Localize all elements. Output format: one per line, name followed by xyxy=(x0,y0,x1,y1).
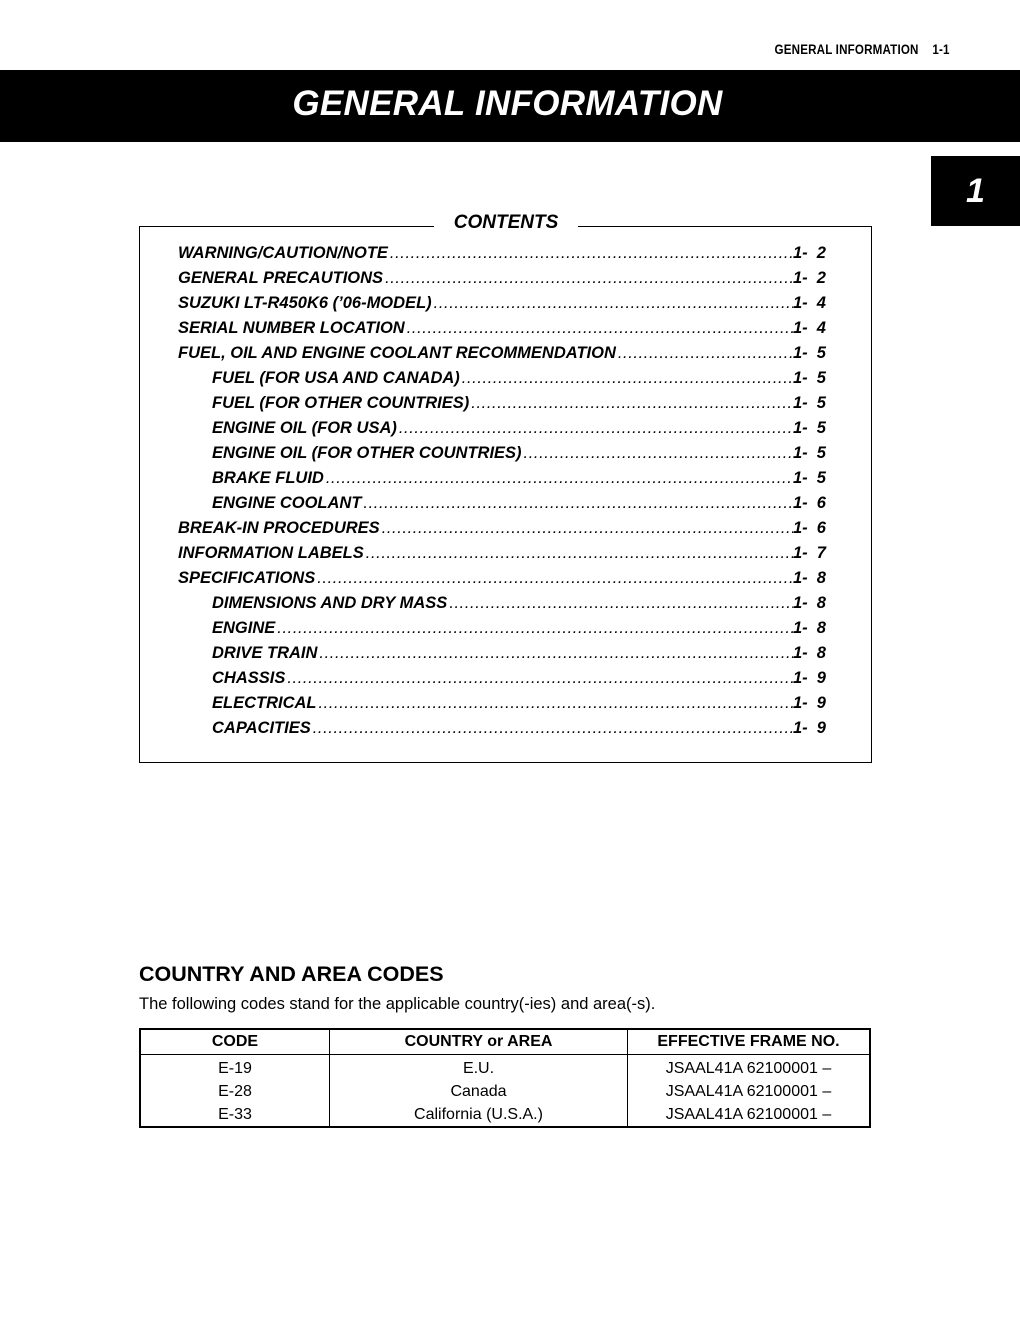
toc-entry-label: FUEL (FOR USA AND CANADA) xyxy=(212,369,460,387)
toc-dot-leader xyxy=(315,569,793,588)
toc-entry-page: 1- 8 xyxy=(792,569,826,587)
table-row xyxy=(140,1055,870,1081)
toc-entry[interactable] xyxy=(178,594,826,619)
toc-entry[interactable] xyxy=(178,419,826,444)
toc-dot-leader xyxy=(432,294,793,313)
toc-entry-page: 1- 6 xyxy=(792,519,826,537)
toc-entry[interactable] xyxy=(178,694,826,719)
cell-frame-no: JSAAL41A 62100001 – xyxy=(628,1103,871,1127)
toc-entry-page: 1- 7 xyxy=(792,544,826,562)
toc-entry-label: DRIVE TRAIN xyxy=(212,644,318,662)
toc-entry-page: 1- 5 xyxy=(792,444,826,462)
toc-entry[interactable] xyxy=(178,644,826,669)
chapter-tab: 1 xyxy=(931,156,1020,226)
toc-dot-leader xyxy=(460,369,793,388)
country-codes-table xyxy=(139,1028,871,1128)
toc-dot-leader xyxy=(469,394,793,413)
toc-entry[interactable] xyxy=(178,244,826,269)
toc-entry[interactable] xyxy=(178,394,826,419)
toc-entry-label: FUEL (FOR OTHER COUNTRIES) xyxy=(212,394,470,412)
title-band xyxy=(0,70,1020,142)
running-header-page-number: 1-1 xyxy=(932,42,950,57)
toc-dot-leader xyxy=(522,444,793,463)
toc-entry-label: SERIAL NUMBER LOCATION xyxy=(178,319,405,337)
toc-entry-label: FUEL, OIL AND ENGINE COOLANT RECOMMENDATION xyxy=(178,344,616,362)
page-title: GENERAL INFORMATION xyxy=(292,84,723,123)
toc-entry-page: 1- 4 xyxy=(792,294,826,312)
toc-entry-page: 1- 9 xyxy=(792,719,826,737)
toc-dot-leader xyxy=(317,694,793,713)
toc-dot-leader xyxy=(397,419,793,438)
toc-entry-page: 1- 5 xyxy=(792,369,826,387)
toc-entry-page: 1- 9 xyxy=(792,694,826,712)
toc-entry[interactable] xyxy=(178,269,826,294)
toc-entry-label: ENGINE xyxy=(212,619,276,637)
toc-dot-leader xyxy=(405,319,793,338)
toc-entry[interactable] xyxy=(178,294,826,319)
toc-entry-page: 1- 5 xyxy=(792,419,826,437)
table-of-contents xyxy=(178,244,826,744)
toc-dot-leader xyxy=(361,494,793,513)
toc-entry[interactable] xyxy=(178,519,826,544)
cell-frame-no: JSAAL41A 62100001 – xyxy=(628,1055,871,1081)
toc-dot-leader xyxy=(364,544,793,563)
cell-country: Canada xyxy=(330,1080,628,1103)
toc-entry-label: CHASSIS xyxy=(212,669,286,687)
toc-entry[interactable] xyxy=(178,494,826,519)
toc-entry-label: ENGINE COOLANT xyxy=(212,494,362,512)
toc-entry-label: BRAKE FLUID xyxy=(212,469,324,487)
running-header xyxy=(775,42,950,57)
toc-entry-page: 1- 5 xyxy=(792,344,826,362)
toc-dot-leader xyxy=(380,519,793,538)
toc-entry-label: ELECTRICAL xyxy=(212,694,317,712)
table-row xyxy=(140,1103,870,1127)
toc-entry[interactable] xyxy=(178,469,826,494)
toc-entry-label: ENGINE OIL (FOR OTHER COUNTRIES) xyxy=(212,444,522,462)
toc-entry-page: 1- 8 xyxy=(792,619,826,637)
toc-entry[interactable] xyxy=(178,719,826,744)
column-header-frame-no: EFFECTIVE FRAME NO. xyxy=(628,1029,871,1055)
table-row xyxy=(140,1080,870,1103)
toc-dot-leader xyxy=(285,669,793,688)
cell-frame-no: JSAAL41A 62100001 – xyxy=(628,1080,871,1103)
toc-entry[interactable] xyxy=(178,619,826,644)
toc-entry-page: 1- 8 xyxy=(792,644,826,662)
toc-entry[interactable] xyxy=(178,569,826,594)
toc-entry[interactable] xyxy=(178,319,826,344)
column-header-country: COUNTRY or AREA xyxy=(330,1029,628,1055)
toc-entry-label: CAPACITIES xyxy=(212,719,311,737)
toc-entry-label: SUZUKI LT-R450K6 (’06-MODEL) xyxy=(178,294,432,312)
cell-code: E-19 xyxy=(218,1059,252,1077)
toc-dot-leader xyxy=(616,344,793,363)
toc-dot-leader xyxy=(447,594,793,613)
toc-dot-leader xyxy=(324,469,793,488)
column-header-code: CODE xyxy=(140,1029,330,1055)
toc-entry-page: 1- 2 xyxy=(792,269,826,287)
toc-entry[interactable] xyxy=(178,544,826,569)
toc-entry[interactable] xyxy=(178,444,826,469)
toc-entry-page: 1- 5 xyxy=(792,394,826,412)
toc-entry-page: 1- 6 xyxy=(792,494,826,512)
contents-title: CONTENTS xyxy=(434,212,578,234)
toc-dot-leader xyxy=(388,244,793,263)
toc-dot-leader xyxy=(275,619,793,638)
toc-entry[interactable] xyxy=(178,369,826,394)
toc-entry[interactable] xyxy=(178,344,826,369)
toc-entry-page: 1- 8 xyxy=(792,594,826,612)
running-header-section: GENERAL INFORMATION xyxy=(774,42,919,57)
table-header-row xyxy=(140,1029,870,1055)
toc-entry-label: GENERAL PRECAUTIONS xyxy=(178,269,384,287)
toc-entry-label: INFORMATION LABELS xyxy=(178,544,364,562)
toc-entry-label: BREAK-IN PROCEDURES xyxy=(178,519,380,537)
toc-entry-page: 1- 5 xyxy=(792,469,826,487)
cell-country: California (U.S.A.) xyxy=(330,1103,628,1127)
toc-dot-leader xyxy=(317,644,793,663)
cell-code: E-33 xyxy=(218,1105,252,1123)
toc-dot-leader xyxy=(383,269,793,288)
cell-code: E-28 xyxy=(218,1082,252,1100)
intro-text: The following codes stand for the applicable country(-ies) and area(-s). xyxy=(139,995,656,1013)
cell-country: E.U. xyxy=(330,1055,628,1081)
section-heading: COUNTRY AND AREA CODES xyxy=(139,962,444,986)
toc-entry-label: WARNING/CAUTION/NOTE xyxy=(178,244,388,262)
toc-entry-label: ENGINE OIL (FOR USA) xyxy=(212,419,397,437)
toc-entry-label: DIMENSIONS AND DRY MASS xyxy=(212,594,448,612)
toc-entry[interactable] xyxy=(178,669,826,694)
toc-entry-page: 1- 9 xyxy=(792,669,826,687)
toc-dot-leader xyxy=(311,719,793,738)
toc-entry-label: SPECIFICATIONS xyxy=(178,569,316,587)
toc-entry-page: 1- 2 xyxy=(792,244,826,262)
toc-entry-page: 1- 4 xyxy=(792,319,826,337)
